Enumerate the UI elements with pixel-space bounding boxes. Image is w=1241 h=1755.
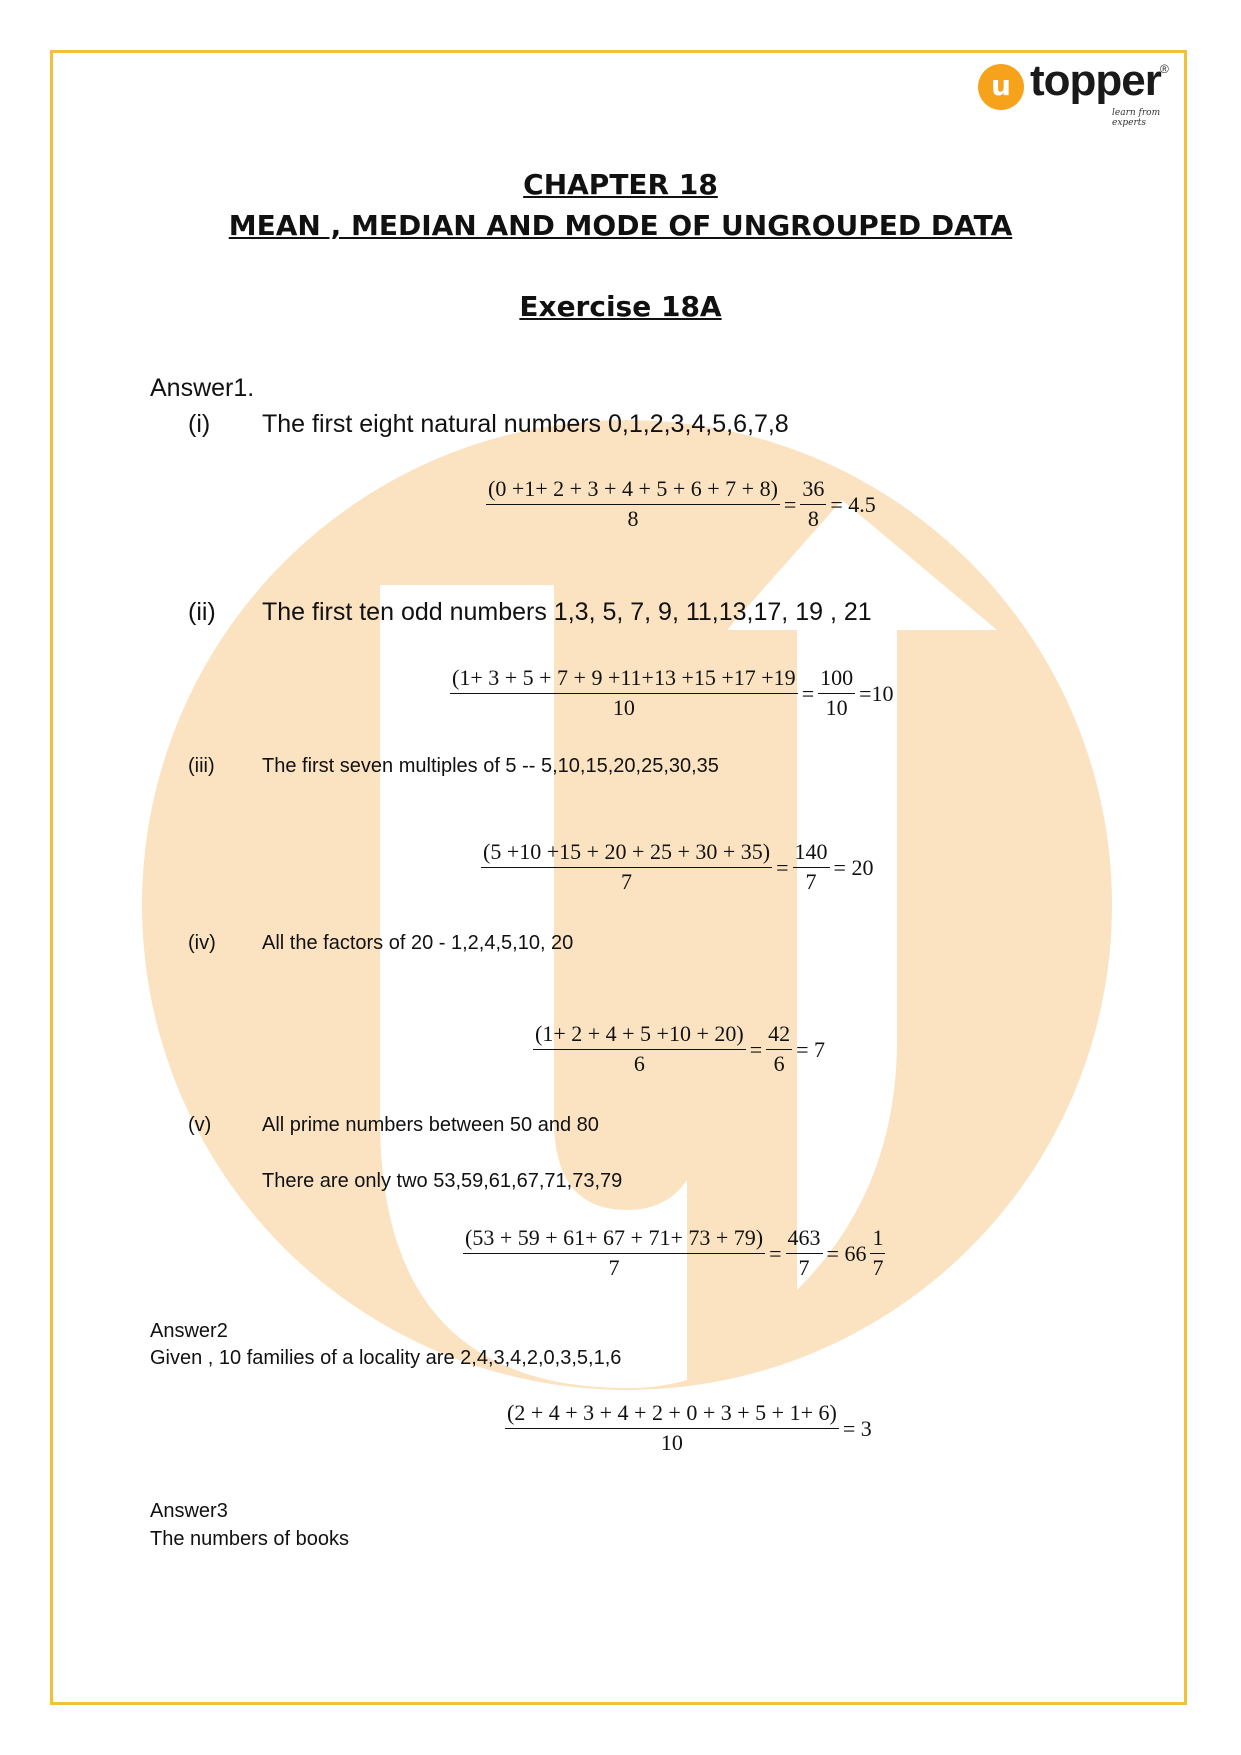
equals-sign: = [801,680,815,706]
denominator: 7 [805,869,817,894]
answer3-label: Answer3 [150,1500,228,1522]
fraction [766,1021,792,1078]
part-text: The first seven multiples of 5 -- 5,10,15,20,25,30,35 [262,755,719,777]
denominator: 10 [660,1430,683,1455]
denominator: 8 [807,506,819,531]
equation [533,1021,829,1078]
fraction [486,476,780,533]
fraction [793,839,830,896]
numerator: 140 [793,839,830,868]
logo-mark-icon: u [978,64,1024,110]
numerator: (1+ 2 + 4 + 5 +10 + 20) [533,1021,746,1050]
brand-logo [978,56,1178,128]
part-subtext: There are only two 53,59,61,67,71,73,79 [262,1170,623,1192]
part-text: The first eight natural numbers 0,1,2,3,4,5,6,7,8 [262,410,789,438]
chapter-heading: CHAPTER 18 [523,168,718,201]
denominator: 6 [633,1051,645,1076]
numerator: (53 + 59 + 61+ 67 + 71+ 73 + 79) [463,1225,765,1254]
result: = 66 [826,1240,867,1266]
numerator: 463 [786,1225,823,1254]
denominator: 8 [627,506,639,531]
denominator: 10 [825,695,848,720]
fraction [505,1400,839,1457]
chapter-title: MEAN , MEDIAN AND MODE OF UNGROUPED DATA [228,209,1013,242]
fraction [450,665,798,722]
fraction [786,1225,823,1282]
logo-registered: ® [1160,62,1169,76]
part-text: The first ten odd numbers 1,3, 5, 7, 9, 11,13,17, 19 , 21 [262,598,872,626]
equation [463,1225,885,1282]
result: = 20 [833,854,874,880]
fraction [800,476,826,533]
denominator: 7 [608,1255,620,1280]
result: = 4.5 [830,491,876,517]
result: = 3 [842,1415,872,1441]
denominator: 7 [798,1255,810,1280]
denominator: 6 [773,1051,785,1076]
numerator: 100 [818,665,855,694]
equation [481,839,877,896]
result: = 7 [796,1036,826,1062]
part-number: (iv) [188,932,216,954]
equals-sign: = [776,854,789,880]
answer1-label: Answer1. [150,374,255,402]
mixed-fraction [870,1225,885,1282]
fraction [481,839,772,896]
equation [505,1400,876,1457]
exercise-heading: Exercise 18A [519,290,722,323]
equation [450,665,898,722]
numerator: (2 + 4 + 3 + 4 + 2 + 0 + 3 + 5 + 1+ 6) [505,1400,839,1429]
equals-sign: = [769,1240,782,1266]
part-text: All prime numbers between 50 and 80 [262,1114,599,1136]
fraction [818,665,855,722]
fraction [463,1225,765,1282]
numerator: (5 +10 +15 + 20 + 25 + 30 + 35) [481,839,772,868]
denominator: 7 [872,1255,884,1280]
answer2-text: Given , 10 families of a locality are 2,4,3,4,2,0,3,5,1,6 [150,1347,622,1369]
part-number: (v) [188,1114,212,1136]
equals-sign: = [749,1036,763,1062]
numerator: (0 +1+ 2 + 3 + 4 + 5 + 6 + 7 + 8) [486,476,780,505]
part-number: (iii) [188,755,215,777]
numerator: (1+ 3 + 5 + 7 + 9 +11+13 +15 +17 +19 [450,665,798,694]
answer3-text: The numbers of books [150,1528,349,1550]
equation [486,476,880,533]
numerator: 1 [870,1225,885,1254]
part-number: (i) [188,410,211,438]
fraction [533,1021,746,1078]
logo-tagline: learn from experts [1112,108,1161,128]
result: =10 [859,680,894,706]
denominator: 10 [612,695,635,720]
numerator: 42 [766,1021,792,1050]
equals-sign: = [783,491,797,517]
denominator: 7 [621,869,633,894]
logo-word: topper [1030,56,1161,105]
part-text: All the factors of 20 - 1,2,4,5,10, 20 [262,932,574,954]
numerator: 36 [800,476,826,505]
part-number: (ii) [188,598,216,626]
answer2-label: Answer2 [150,1320,228,1342]
